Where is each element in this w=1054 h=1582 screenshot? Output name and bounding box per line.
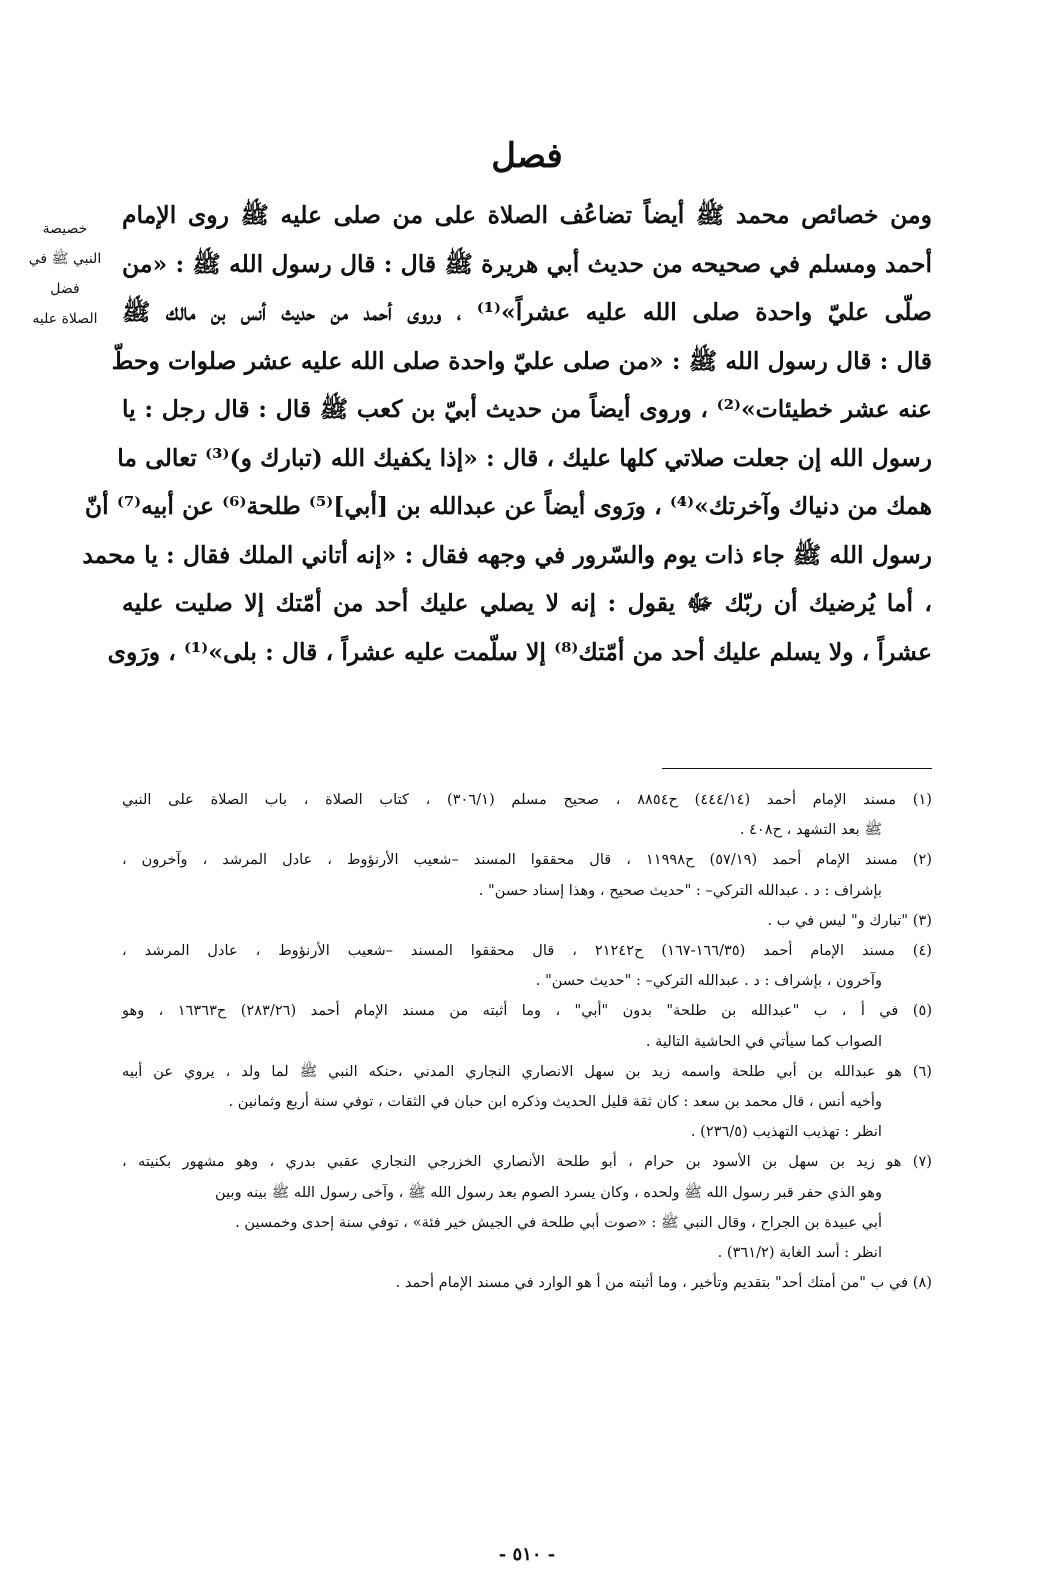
text-line: همك من دنياك وآخرتك»⁽⁴⁾ ، ورَوى أيضاً عن عبدالله بن [أبي]⁽⁵⁾ طلحة⁽⁶⁾ عن أبيه⁽⁷⁾ أنّ: [84, 492, 932, 520]
footnote-6: [122, 1057, 932, 1148]
footnote-1: [122, 785, 932, 845]
text-line: رسول الله ﷺ جاء ذات يوم والسّرور في وجهه فقال : «إنه أتاني الملك فقال : يا محمد: [82, 540, 932, 569]
footnote-line: وهو الذي حفر قبر رسول الله ﷺ ولحده ، وكان يسرد الصوم بعد رسول الله ﷺ ، وآخى رسول الله ﷺ بينه وبين: [215, 1183, 882, 1201]
margin-note-line: الصلاة عليه: [32, 311, 98, 327]
footnote-7: [122, 1147, 932, 1268]
footnote-line: الصواب كما سيأتي في الحاشية التالية .: [645, 1032, 882, 1050]
footnote-line: وأخيه أنس ، قال محمد بن سعد : كان ثقة قليل الحديث وذكره ابن حبان في الثقات ، توفي سنة أربع وثمانين .: [228, 1093, 882, 1111]
text-line: رسول الله إن جعلت صلاتي كلها عليك ، قال : «إذا يكفيك الله (تبارك و)⁽³⁾ تعالى ما: [117, 443, 932, 472]
text-line: أحمد ومسلم في صحيحه من حديث أبي هريرة ﷺ قال : قال رسول الله ﷺ : «من: [122, 249, 932, 278]
margin-note: [26, 214, 104, 334]
footnote-line: (٢) مسند الإمام أحمد (٥٧/١٩) ح١١٩٩٨ ، قال محققوا المسند –شعيب الأرنؤوط ، عادل المرشد ، وآخرون ،: [122, 851, 932, 869]
page-number: - ٥١٠ -: [498, 1544, 556, 1565]
footnote-line: (١) مسند الإمام أحمد (٤٤٤/١٤) ح٨٨٥٤ ، صحيح مسلم (٣٠٦/١) ، كتاب الصلاة ، باب الصلاة على النبي: [122, 791, 932, 808]
footnote-line: وآخرون ، بإشراف : د . عبدالله التركي– : "حديث حسن" .: [535, 972, 882, 990]
footnote-separator: [662, 768, 932, 769]
text-line: صلّى عليّ واحدة صلى الله عليه عشراً»⁽¹⁾ ، وروى أحمد من حديث أنس بن مالك ﷺ: [122, 298, 933, 326]
footnote-line: انظر : تهذيب التهذيب (٢٣٦/٥) .: [690, 1123, 882, 1141]
footnote-line: أبي عبيدة بن الجراح ، وقال النبي ﷺ : «صوت أبي طلحة في الجيش خير فئة» ، توفي سنة إحدى وخمسين .: [235, 1213, 882, 1231]
footnote-line: (٣) "تبارك و" ليس في ب .: [767, 911, 932, 929]
footnote-3: [122, 906, 932, 936]
footnote-line: (٧) هو زيد بن سهل بن الأسود بن حرام ، أبو طلحة الأنصاري الخزرجي النجاري عقبي بدري ، وهو مشهور بكنيته ،: [122, 1153, 932, 1171]
footnote-line: (٨) في ب "من أمتك أحد" بتقديم وتأخير ، وما أثبته من أ هو الوارد في مسند الإمام أحمد .: [395, 1274, 932, 1292]
text-line: ، أما يُرضيك أن ربّك ﷻ يقول : إنه لا يصلي عليك أحد من أمّتك إلا صليت عليه: [122, 589, 932, 617]
main-text: [82, 191, 933, 676]
footnote-line: (٦) هو عبدالله بن أبي طلحة واسمه زيد بن سهل الانصاري النجاري المدني ،حنكه النبي ﷺ لما ولد ، يروي عن أبيه: [122, 1062, 932, 1080]
footnote-5: [122, 996, 932, 1056]
footnote-line: (٤) مسند الإمام أحمد (١٦٦/٣٥-١٦٧) ح٢١٢٤٢ ، قال محققوا المسند –شعيب الأرنؤوط ، عادل المرشد ،: [122, 942, 932, 960]
footnote-8: [122, 1268, 932, 1298]
footnote-2: [122, 845, 932, 905]
margin-note-line: خصيصة: [42, 221, 88, 237]
text-line: ومن خصائص محمد ﷺ أيضاً تضاعُف الصلاة على من صلى عليه ﷺ روى الإمام: [122, 201, 932, 229]
footnote-line: (٥) في أ ، ب "عبدالله بن طلحة" بدون "أبي" ، وما أثبته من مسند الإمام أحمد (٢٨٣/٢٦) ح١٦٣٦٣ ، وهو: [122, 1002, 933, 1020]
footnote-line: بإشراف : د . عبدالله التركي– : "حديث صحيح ، وهذا إسناد حسن" .: [478, 881, 882, 899]
margin-note-line: النبي ﷺ في: [28, 251, 102, 267]
footnote-line: ﷺ بعد التشهد ، ح٤٠٨ .: [739, 821, 882, 839]
text-line: قال : قال رسول الله ﷺ : «من صلى عليّ واحدة صلى الله عليه عشر صلوات وحطّ: [111, 346, 932, 375]
footnote-line: انظر : أسد الغابة (٣٦١/٢) .: [717, 1244, 882, 1262]
text-line: عنه عشر خطيئات»⁽²⁾ ، وروى أيضاً من حديث أبيّ بن كعب ﷺ قال : قال رجل : يا: [122, 395, 932, 423]
margin-note-line: فضل: [50, 281, 80, 297]
section-heading: فصل: [491, 136, 563, 176]
text-line: عشراً ، ولا يسلم عليك أحد من أمّتك⁽⁸⁾ إلا سلّمت عليه عشراً ، قال : بلى»⁽¹⁾ ، ورَوى: [107, 637, 932, 666]
footnote-4: [122, 936, 932, 996]
footnotes: [122, 785, 932, 1298]
